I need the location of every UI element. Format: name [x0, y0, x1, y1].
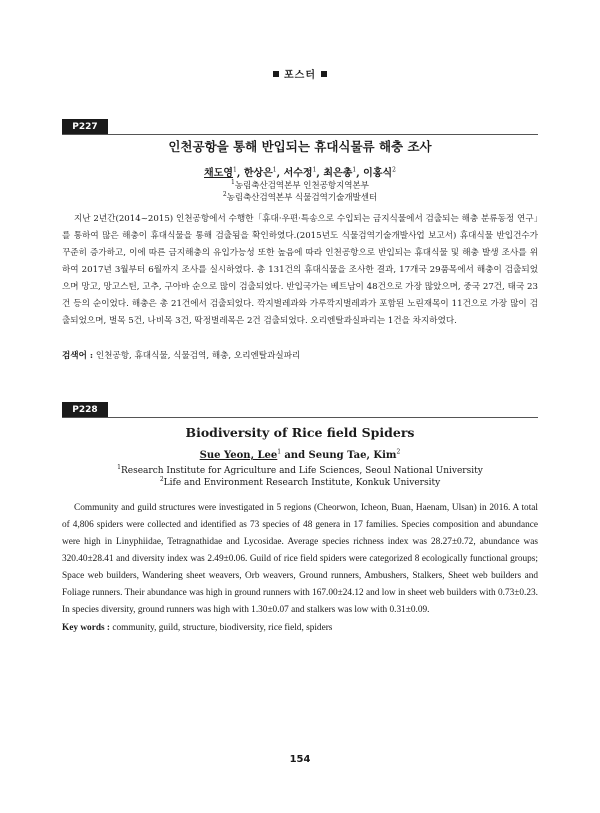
affiliation-line: $^1$농림축산검역본부 인천공항지역본부 — [231, 179, 369, 191]
author-name: Sue Yeon, Lee — [199, 450, 278, 461]
abstract-body-p228: Community and guild structures were investigated in 5 regions (Cheorwon, Icheon, Buan, Haenam, Ulsan) in 2016. A total of 4,806 spiders were collected and identified as 73 species of 48 genera in 17 families. Species composition and abundance were high in Linyphiidae, Tetragnathidae and Lycosidae. Average species richness index was 28.27±0.72, abundance was 320.40±28.41 and diversity index was 2.49±0.06. Guild of rice field spiders were categorized 8 ecologically functional groups; Space web builders, Wandering sheet weavers, Orb weavers, Ground runners, Ambushers, Stalkers, Sheet web builders and Foliage runners. Their abundance was high in ground runners with 167.00±24.12 and low in sheet web builders with 0.73±0.23. In species diversity, ground runners was high with 1.30±0.07 and stalkers was low with 0.31±0.09. — [62, 503, 538, 615]
author-sup: 1 — [272, 166, 277, 174]
author-sup: 1 — [277, 448, 282, 456]
abstract-keywords-p227 — [62, 348, 538, 365]
abstract-authors-p228 — [62, 450, 538, 461]
keywords-text: 인천공항, 휴대식물, 식물검역, 해충, 오리엔탈과실파리 — [95, 351, 301, 361]
author-sup: 1 — [352, 166, 357, 174]
abstract-keywords-p228 — [62, 620, 538, 637]
abstract-title-p227: 인천공항을 통해 반입되는 휴대식물류 해충 조사 — [168, 139, 432, 154]
abstract-affiliations-p227 — [62, 180, 538, 204]
abstract-divider — [62, 134, 538, 135]
author-name: 채도영 — [204, 168, 234, 179]
square-bullet-icon — [273, 71, 279, 77]
author-sup: 2 — [392, 166, 396, 174]
abstract-affiliations-p228 — [62, 465, 538, 489]
affiliation-line: $^2$농림축산검역본부 식물검역기술개발센터 — [222, 191, 378, 203]
keywords-label: Key words : — [62, 623, 111, 633]
abstract-title-p228: Biodiversity of Rice field Spiders — [185, 425, 415, 440]
author-sup: 2 — [396, 448, 401, 456]
affiliation-line: $^2$Life and Environment Research Institute, Konkuk University — [159, 476, 441, 488]
square-bullet-icon — [321, 71, 327, 77]
keywords-text: community, guild, structure, biodiversity, rice field, spiders — [112, 623, 333, 633]
section-header — [0, 66, 600, 81]
author-name: 서수정 — [283, 168, 313, 179]
author-sup: 1 — [233, 166, 237, 174]
page-number: 154 — [289, 754, 311, 765]
affiliation-line: $^1$Research Institute for Agriculture and Life Sciences, Seoul National University — [117, 464, 483, 476]
abstract-divider — [62, 417, 538, 418]
author-name: 이홍식 — [363, 168, 393, 179]
abstract-tag-p228: P228 — [62, 402, 108, 417]
author-name: 한상은 — [243, 168, 273, 179]
keywords-label: 검색어 : — [62, 351, 94, 361]
abstract-tag-p227: P227 — [62, 119, 108, 134]
abstract-body-p227: 지난 2년간(2014~2015) 인천공항에서 수행한「휴대·우편·특송으로 수입되는 금지식물에서 검출되는 해충 분류동정 연구」를 통하여 많은 해충이 휴대식물을 통해 검출됨을 확인하였다.(2015년도 식물검역기술개발사업 보고서) 휴대식물 반입건수가 꾸준히 증가하고, 이에 따른 금지해충의 유입가능성 또한 높음에 따라 인천공항으로 반입되는 휴대식물 및 해충 발생 조사를 위하여 2017년 3월부터 6월까지 조사를 실시하였다. 총 131건의 휴대식물을 조사한 결과, 17개국 29품목에서 해충이 검출되었으며 망고, 망고스틴, 고추, 구아바 순으로 많이 검출되었다. 반입국가는 베트남이 48건으로 가장 많았으며, 중국 27건, 태국 23건 등의 순이었다. 해충은 총 21건에서 검출되었다. 깍지벌레과와 가루깍지벌레과가 포함된 노린재목이 11건으로 가장 많이 검출되었으며, 벌목 5건, 나비목 3건, 딱정벌레목은 2건 검출되었다. 오리엔탈과실파리는 1건을 차지하였다. — [62, 214, 538, 326]
section-header-label: 포스터 — [284, 70, 316, 81]
author-sup: 1 — [312, 166, 317, 174]
author-name: and Seung Tae, Kim — [284, 450, 397, 461]
author-name: 최은총 — [323, 168, 353, 179]
abstract-authors-p227: 채도영$^1$, 한상은$^1$, 서수정$^1$, 최은총$^1$, 이홍식$^2$ — [204, 166, 396, 179]
